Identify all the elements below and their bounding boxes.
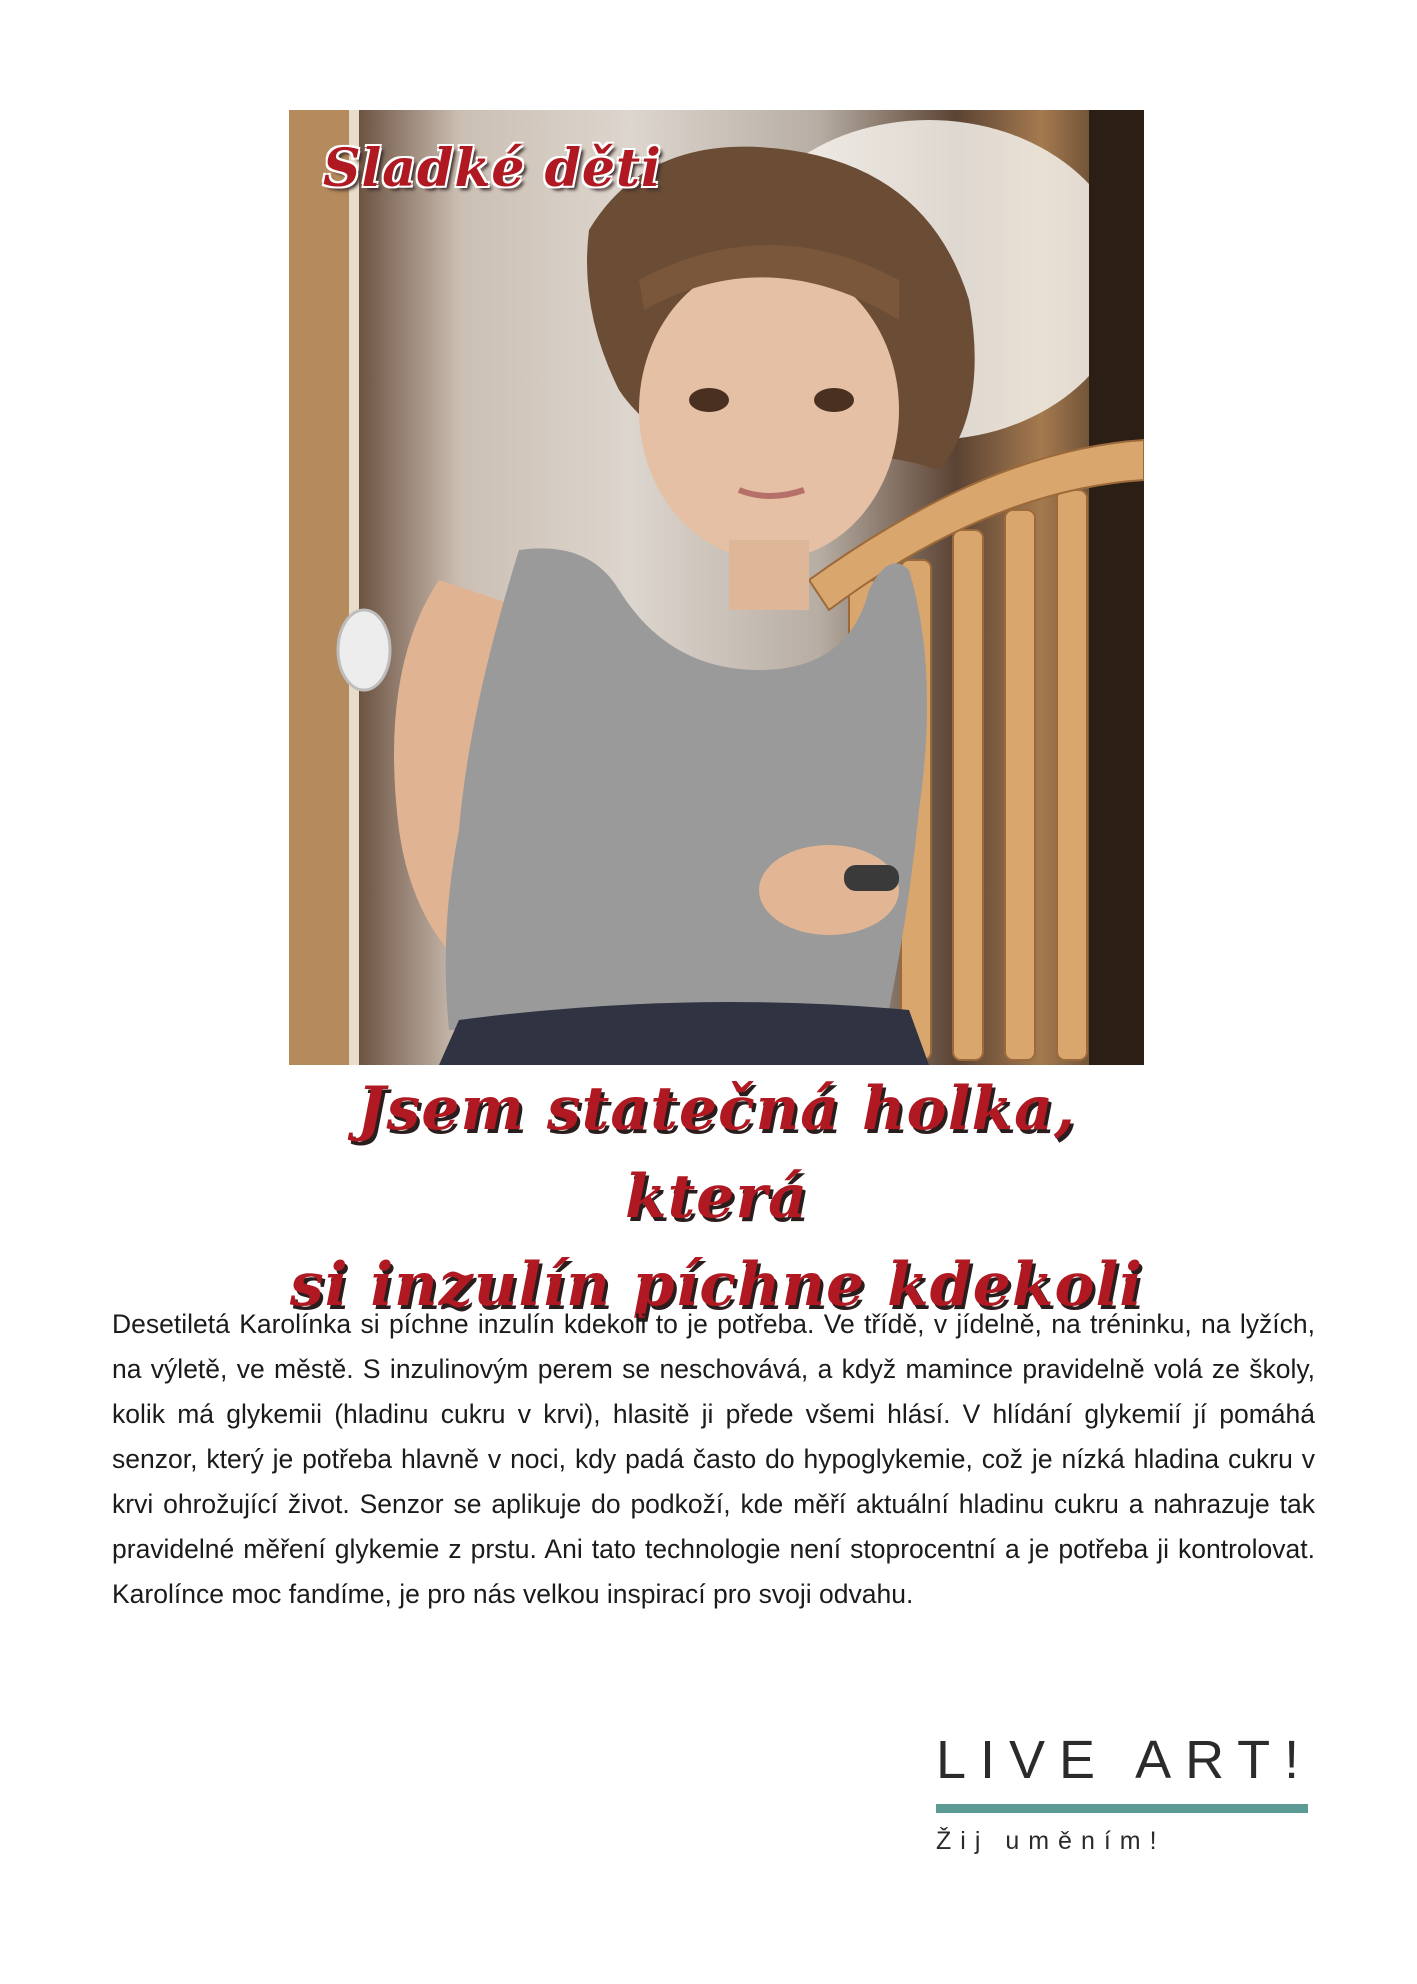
brand-tagline: Žij uměním! bbox=[936, 1827, 1166, 1855]
girl-photo bbox=[289, 110, 1144, 1065]
caption-line-2: si inzulín píchne kdekoli bbox=[289, 1250, 1144, 1320]
brand-logo bbox=[936, 1730, 1316, 1856]
poster-badge: Sladké děti bbox=[323, 138, 662, 199]
door-frame bbox=[289, 110, 349, 1065]
insulin-pen bbox=[844, 865, 899, 891]
brand-accent-rule bbox=[936, 1804, 1308, 1813]
article-paragraph: Desetiletá Karolínka si píchne inzulín kdekoli to je potřeba. Ve třídě, v jídelně, na tréninku, na lyžích, na výletě, ve městě. S inzulinovým perem se neschovává, a když mamince pravidelně volá ze školy, kolik má glykemii (hladinu cukru v krvi), hlasitě ji přede všemi hlásí. V hlídání glykemií jí pomáhá senzor, který je potřeba hlavně v noci, kdy padá často do hypoglykemie, což je nízká hladina cukru v krvi ohrožující život. Senzor se aplikuje do podkoží, kde měří aktuální hladinu cukru a nahrazuje tak pravidelné měření glykemie z prstu. Ani tato technologie není stoprocentní a je potřeba ji kontrolovat. Karolínce moc fandíme, je pro nás velkou inspirací pro svoji odvahu. bbox=[112, 1309, 1315, 1609]
campaign-poster bbox=[289, 110, 1144, 1320]
caption-line-1: Jsem statečná holka, která bbox=[357, 1074, 1076, 1232]
face bbox=[639, 260, 899, 560]
brand-name: LIVE ART! bbox=[936, 1730, 1314, 1790]
article-body bbox=[112, 1302, 1315, 1617]
poster-caption bbox=[289, 1065, 1144, 1329]
girl-photo-illustration bbox=[289, 110, 1144, 1065]
glucose-sensor bbox=[338, 610, 390, 690]
